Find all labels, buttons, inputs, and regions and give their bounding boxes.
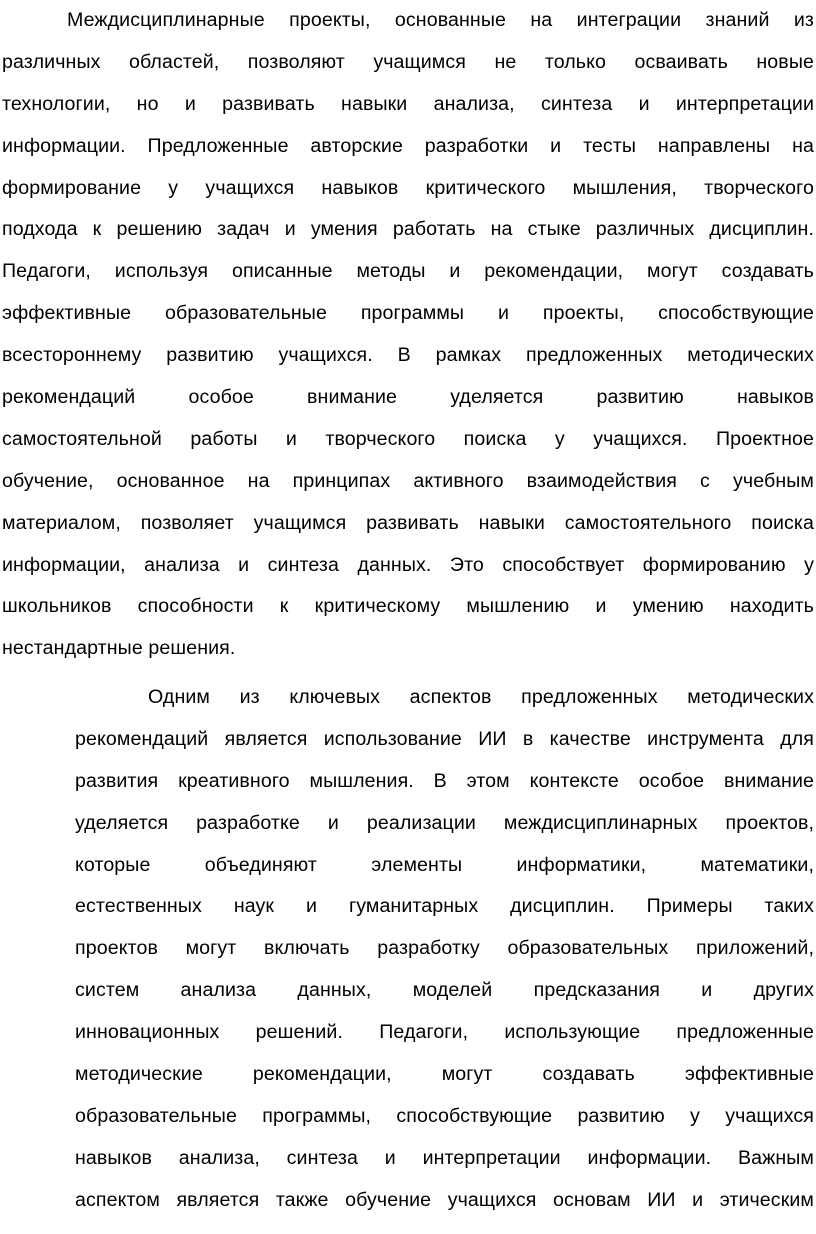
text-line: эффективные образовательные программы и проекты, способствующие [2,302,814,325]
text-line: различных областей, позволяют учащимся не только осваивать новые [2,50,814,73]
text-line: информации. Предложенные авторские разработки и тесты направлены на [2,134,814,157]
text-line: инновационных решений. Педагоги, использующие предложенные [75,1021,814,1044]
text-line: самостоятельной работы и творческого поиска у учащихся. Проектное [2,427,814,450]
paragraph-2 [75,677,814,1222]
text-line: Педагоги, используя описанные методы и рекомендации, могут создавать [2,260,814,283]
text-line: Одним из ключевых аспектов предложенных методических [148,686,814,708]
text-line: подхода к решению задач и умения работать на стыке различных дисциплин. [2,218,814,241]
text-line: обучение, основанное на принципах активного взаимодействия с учебным [2,469,814,492]
text-line: образовательные программы, способствующие развитию у учащихся [75,1104,814,1127]
text-line: технологии, но и развивать навыки анализа, синтеза и интерпретации [2,92,814,115]
text-line: проектов могут включать разработку образовательных приложений, [75,937,814,960]
text-line: аспектом является также обучение учащихся основам ИИ и этическим [75,1188,814,1211]
text-line: всестороннему развитию учащихся. В рамках предложенных методических [2,344,814,367]
text-line: школьников способности к критическому мышлению и умению находить [2,595,814,618]
text-line: методические рекомендации, могут создавать эффективные [75,1063,814,1086]
text-line: информации, анализа и синтеза данных. Это способствует формированию у [2,553,814,576]
text-line: рекомендаций является использование ИИ в качестве инструмента для [75,727,814,750]
text-line: формирование у учащихся навыков критического мышления, творческого [2,176,814,199]
text-line: навыков анализа, синтеза и интерпретации информации. Важным [75,1146,814,1169]
text-line: развития креативного мышления. В этом контексте особое внимание [75,769,814,792]
text-line: уделяется разработке и реализации междисциплинарных проектов, [75,811,814,834]
text-line: нестандартные решения. [2,637,236,660]
text-line: Междисциплинарные проекты, основанные на интеграции знаний из [67,9,814,31]
paragraph-1 [2,0,814,670]
text-line: рекомендаций особое внимание уделяется развитию навыков [2,386,814,409]
text-line: материалом, позволяет учащимся развивать навыки самостоятельного поиска [2,511,814,534]
text-line: которые объединяют элементы информатики, математики, [75,853,814,876]
text-line: систем анализа данных, моделей предсказания и других [75,979,814,1002]
text-line: естественных наук и гуманитарных дисциплин. Примеры таких [75,895,814,918]
